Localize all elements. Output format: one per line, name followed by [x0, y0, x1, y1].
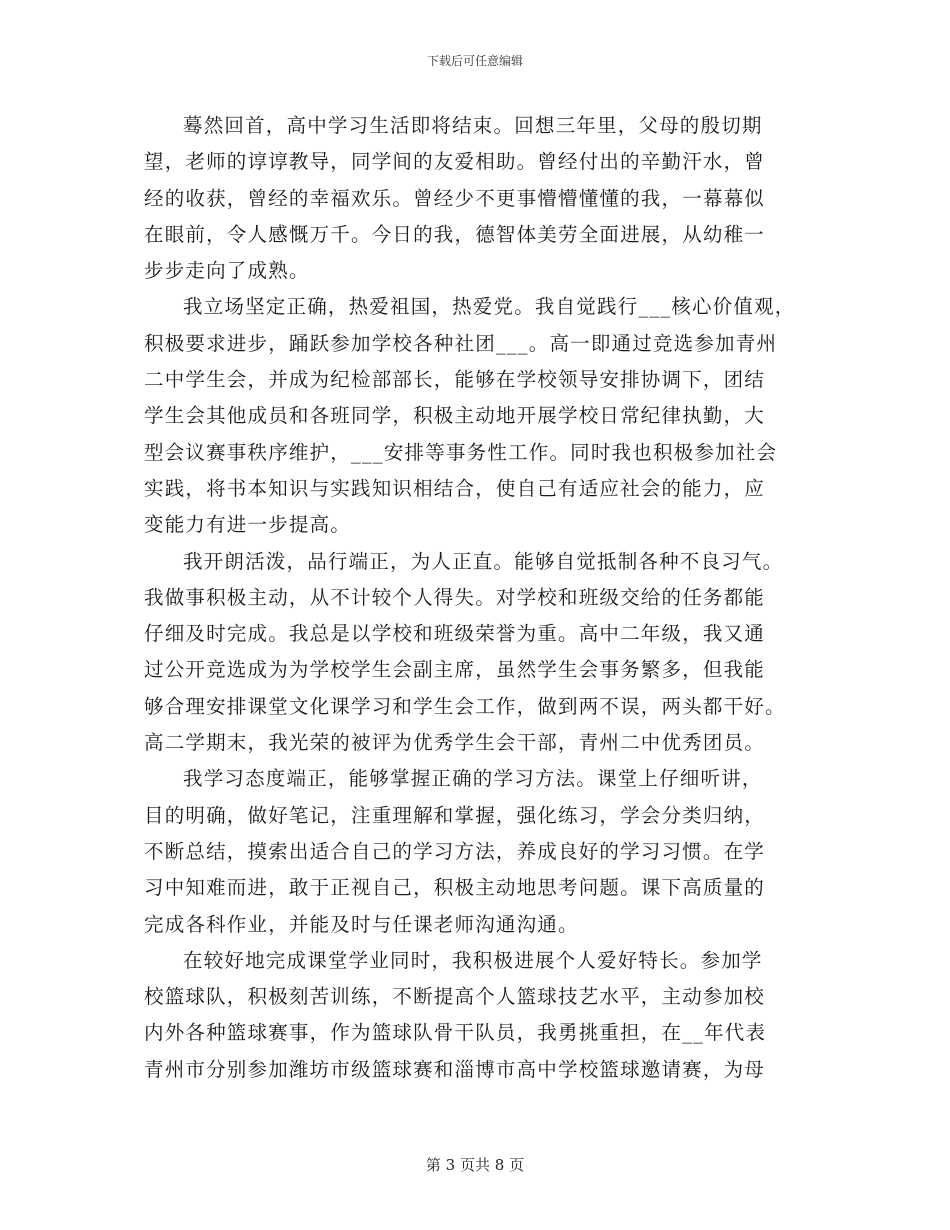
- paragraph-2: [144, 289, 820, 543]
- text-line: 二中学生会，并成为纪检部部长，能够在学校领导安排协调下，团结: [144, 368, 766, 392]
- text-line: 望，老师的谆谆教导，同学间的友爱相助。曾经付出的辛勤汗水，曾: [144, 150, 766, 174]
- text-line: 不断总结，摸索出适合自己的学习方法，养成良好的学习习惯。在学: [144, 839, 766, 863]
- text-line: 学生会其他成员和各班同学，积极主动地开展学校日常纪律执勤，大: [144, 404, 766, 428]
- text-line: 青州市分别参加潍坊市级篮球赛和淄博市高中学校篮球邀请赛，为母: [144, 1057, 766, 1081]
- text-line: 积极要求进步，踊跃参加学校各种社团___。高一即通过竞选参加青州: [144, 331, 778, 355]
- text-line: 够合理安排课堂文化课学习和学生会工作，做到两不误，两头都干好。: [144, 694, 786, 718]
- text-line: 蓦然回首，高中学习生活即将结束。回想三年里，父母的殷切期: [183, 114, 763, 137]
- text-line: 目的明确，做好笔记，注重理解和掌握，强化练习，学会分类归纳，: [144, 803, 766, 827]
- text-line: 我立场坚定正确，热爱祖国，热爱党。我自觉践行___核心价值观，: [183, 295, 796, 319]
- text-line: 我开朗活泼，品行端正，为人正直。能够自觉抵制各种不良习气。: [183, 549, 784, 573]
- paragraph-1: [144, 108, 820, 289]
- text-line: 校篮球队，积极刻苦训练，不断提高个人篮球技艺水平，主动参加校: [144, 985, 766, 1009]
- text-line: 内外各种篮球赛事，作为篮球队骨干队员，我勇挑重担，在__年代表: [144, 1021, 767, 1045]
- text-line: 实践，将书本知识与实践知识相结合，使自己有适应社会的能力，应: [144, 476, 766, 500]
- text-line: 习中知难而进，敢于正视自己，积极主动地思考问题。课下高质量的: [144, 876, 766, 900]
- text-line: 我学习态度端正，能够掌握正确的学习方法。课堂上仔细听讲，: [183, 767, 763, 791]
- document-body: [144, 108, 820, 1088]
- text-line: 过公开竞选成为为学校学生会副主席，虽然学生会事务繁多，但我能: [144, 658, 766, 682]
- page-number: 第 3 页共 8 页: [425, 1156, 525, 1174]
- text-line: 在眼前，令人感慨万千。今日的我，德智体美劳全面进展，从幼稚一: [144, 222, 766, 246]
- text-line: 经的收获，曾经的幸福欢乐。曾经少不更事懵懵懂懂的我，一幕幕似: [144, 186, 766, 210]
- paragraph-5: [144, 943, 820, 1088]
- paragraph-4: [144, 761, 820, 942]
- text-line: 我做事积极主动，从不计较个人得失。对学校和班级交给的任务都能: [144, 585, 766, 609]
- text-line: 变能力有进一步提高。: [144, 513, 352, 537]
- page-header: 下载后可任意编辑: [426, 54, 523, 68]
- text-line: 完成各科作业，并能及时与任课老师沟通沟通。: [144, 912, 579, 936]
- text-line: 高二学期末，我光荣的被评为优秀学生会干部，青州二中优秀团员。: [144, 731, 766, 755]
- text-line: 步步走向了成熟。: [144, 259, 310, 283]
- text-line: 型会议赛事秩序维护，___安排等事务性工作。同时我也积极参加社会: [144, 440, 778, 464]
- paragraph-3: [144, 544, 820, 762]
- text-line: 在较好地完成课堂学业同时，我积极进展个人爱好特长。参加学: [183, 948, 763, 972]
- text-line: 仔细及时完成。我总是以学校和班级荣誉为重。高中二年级，我又通: [144, 622, 766, 646]
